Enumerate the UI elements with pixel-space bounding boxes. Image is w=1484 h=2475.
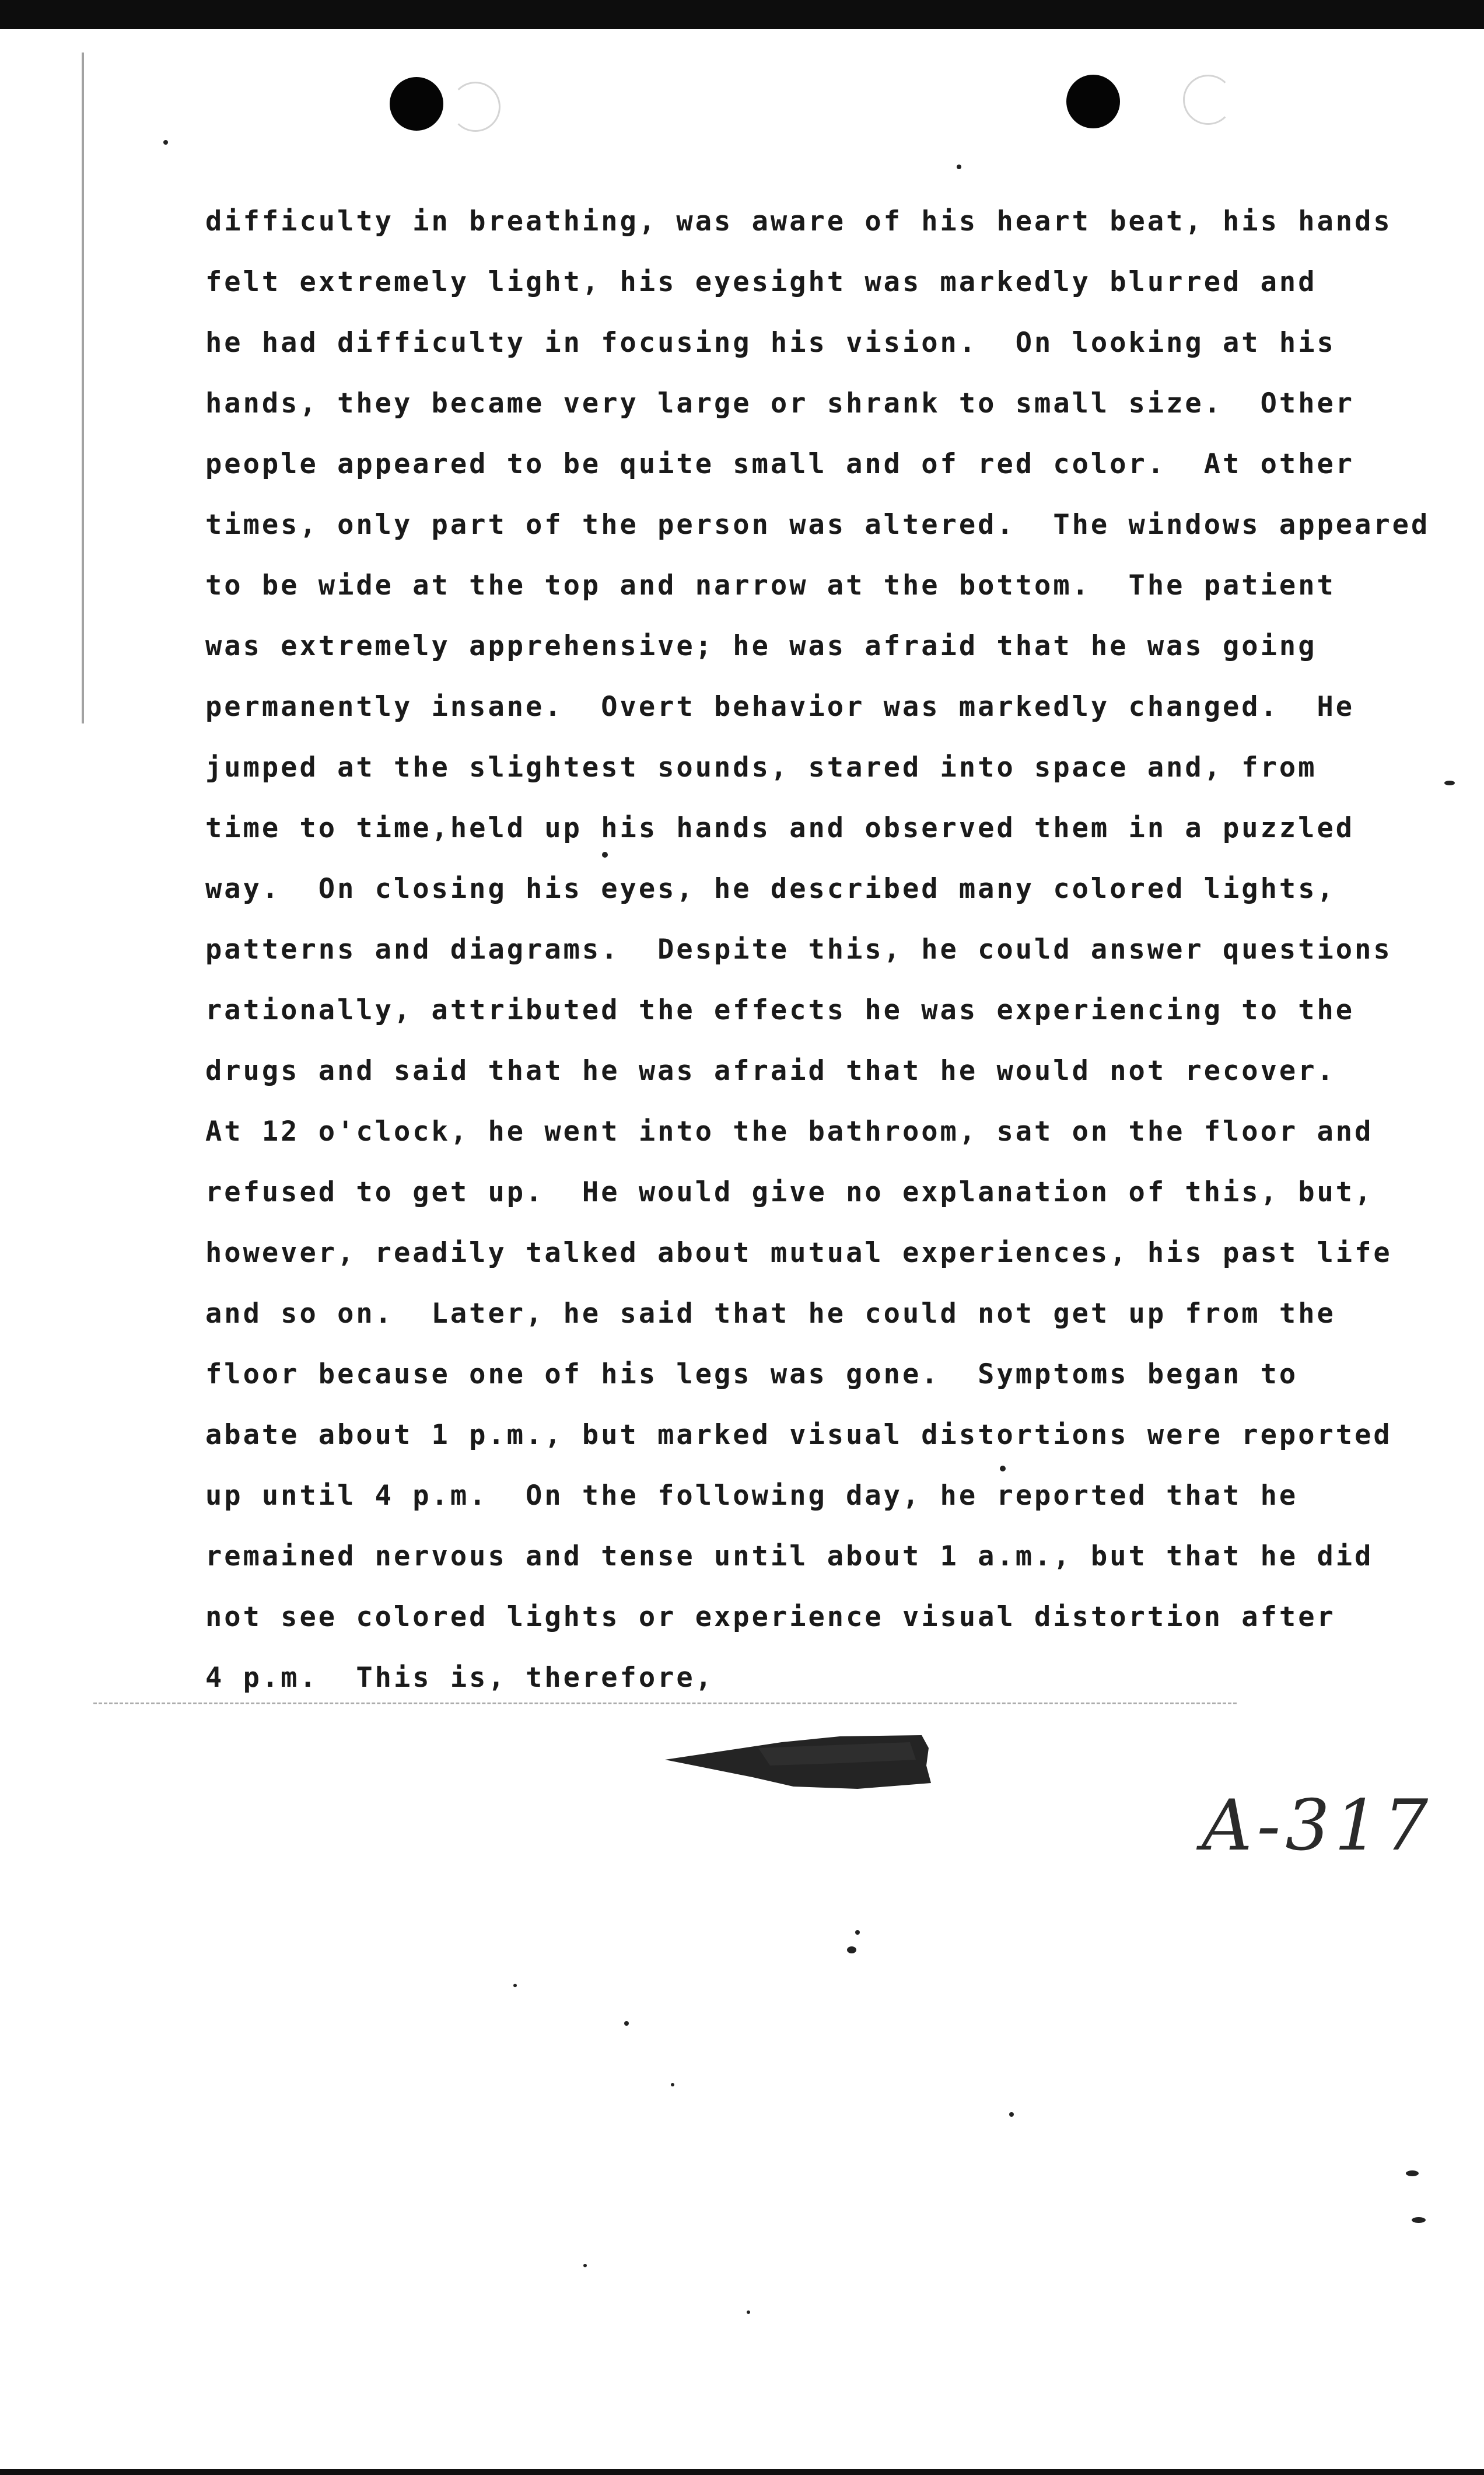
text-line: hands, they became very large or shrank to small size. Other — [205, 387, 1355, 420]
text-line: however, readily talked about mutual experiences, his past life — [205, 1237, 1392, 1269]
redaction-smudge — [665, 1725, 933, 1795]
text-line: patterns and diagrams. Despite this, he could answer questions — [205, 934, 1392, 966]
document-body — [205, 191, 1448, 1708]
scan-top-edge — [0, 0, 1484, 29]
text-line: not see colored lights or experience visual distortion after — [205, 1601, 1336, 1633]
scan-bottom-edge — [0, 2469, 1484, 2475]
handwritten-page-code: A-317 — [1202, 1785, 1433, 1866]
text-line: times, only part of the person was altered. The windows appeared — [205, 509, 1430, 541]
text-line: to be wide at the top and narrow at the bottom. The patient — [205, 569, 1336, 602]
text-line: permanently insane. Overt behavior was markedly changed. He — [205, 691, 1355, 723]
punch-hole-right — [1066, 75, 1120, 128]
text-line: refused to get up. He would give no explanation of this, but, — [205, 1176, 1374, 1208]
text-line: way. On closing his eyes, he described many colored lights, — [205, 873, 1336, 905]
text-line: rationally, attributed the effects he was experiencing to the — [205, 994, 1355, 1026]
text-line: up until 4 p.m. On the following day, he reported that he — [205, 1480, 1298, 1512]
text-line: drugs and said that he was afraid that he would not recover. — [205, 1055, 1336, 1087]
text-line: floor because one of his legs was gone. Symptoms began to — [205, 1358, 1298, 1390]
text-line: people appeared to be quite small and of red color. At other — [205, 448, 1355, 480]
text-line: time to time,held up his hands and observed them in a puzzled — [205, 812, 1355, 844]
text-line: felt extremely light, his eyesight was markedly blurred and — [205, 266, 1317, 298]
text-line: he had difficulty in focusing his vision. On looking at his — [205, 327, 1336, 359]
margin-line — [82, 53, 84, 723]
text-line: remained nervous and tense until about 1 a.m., but that he did — [205, 1540, 1374, 1572]
end-of-text-rule — [93, 1703, 1237, 1704]
text-line: At 12 o'clock, he went into the bathroom, sat on the floor and — [205, 1116, 1374, 1148]
punch-hole-ghost-left — [450, 82, 501, 132]
text-line: 4 p.m. This is, therefore, — [205, 1662, 715, 1694]
punch-hole-left — [390, 77, 443, 131]
punch-hole-ghost-right — [1183, 75, 1233, 125]
text-line: and so on. Later, he said that he could not get up from the — [205, 1298, 1336, 1330]
text-line: jumped at the slightest sounds, stared into space and, from — [205, 751, 1317, 784]
text-line: was extremely apprehensive; he was afraid that he was going — [205, 630, 1317, 662]
text-line: difficulty in breathing, was aware of his heart beat, his hands — [205, 205, 1392, 237]
text-line: abate about 1 p.m., but marked visual distortions were reported — [205, 1419, 1392, 1451]
